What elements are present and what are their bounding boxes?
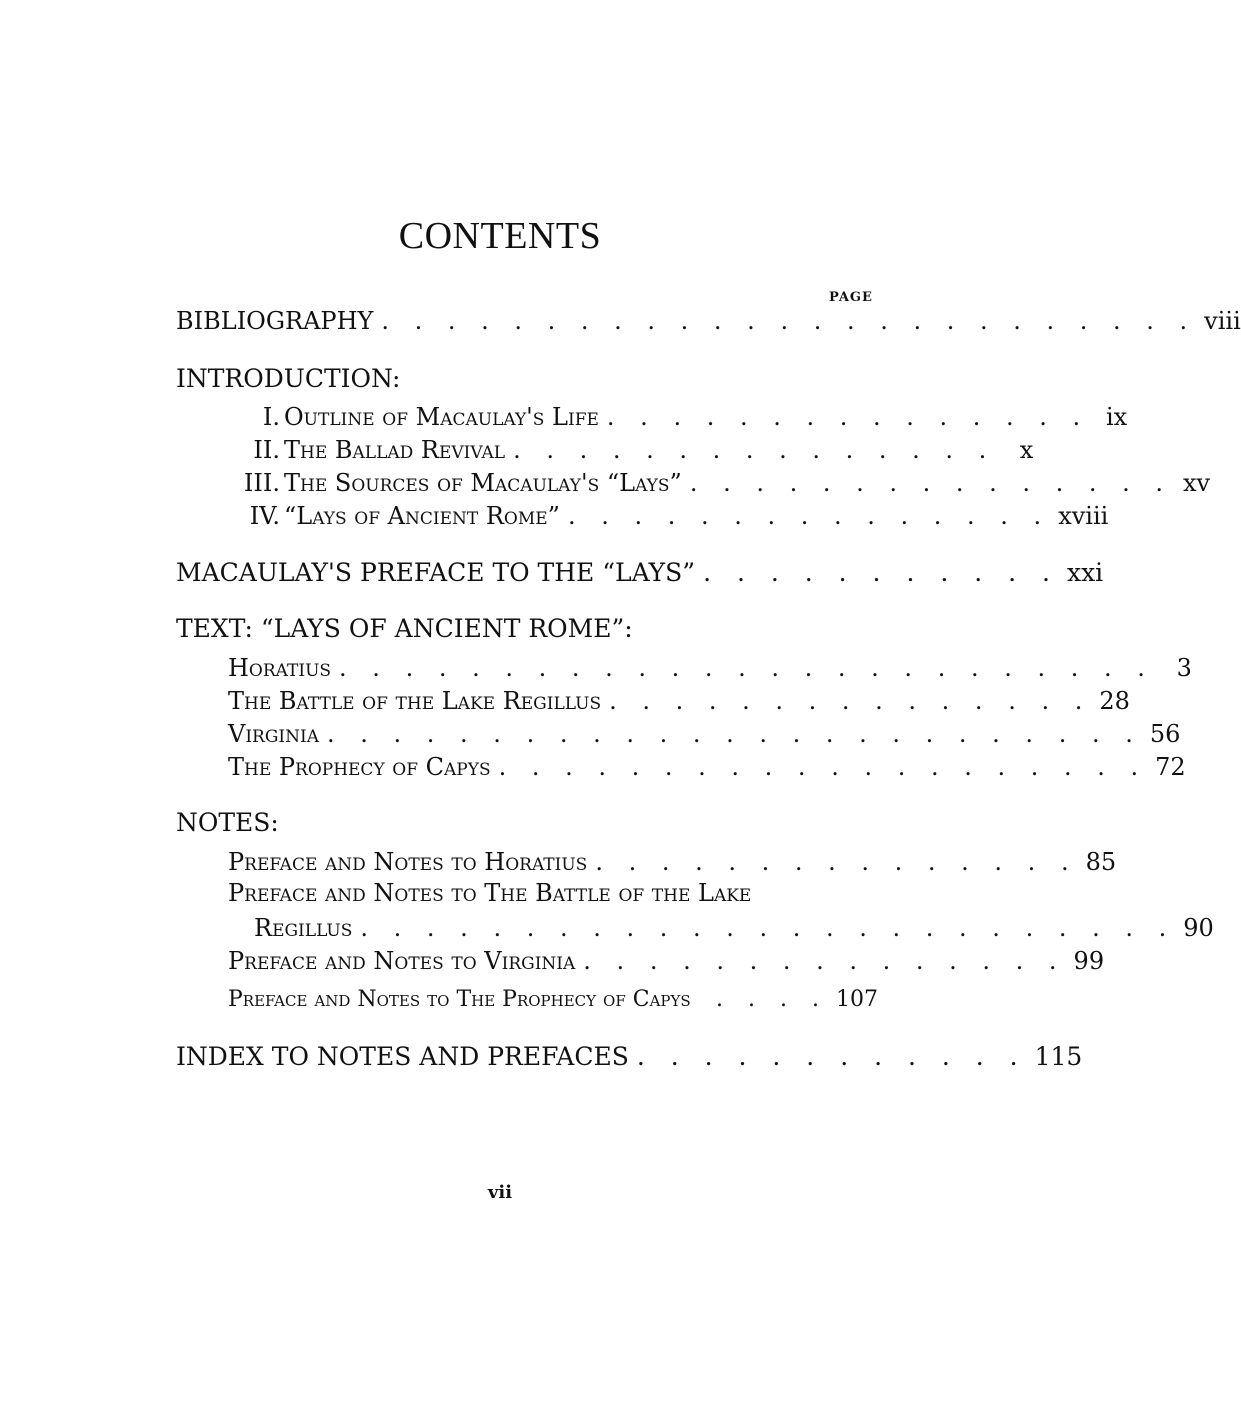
toc-entry-label: BIBLIOGRAPHY bbox=[176, 307, 374, 335]
leader-dots: . . . . . . . . . . . . . . . bbox=[609, 687, 1092, 715]
toc-entry-battle-lake-regillus[interactable] bbox=[228, 684, 1130, 716]
leader-dots: . . . . . . . . . . . . bbox=[636, 1042, 1027, 1071]
leader-dots: . . . . . . . . . . . . . . . bbox=[513, 436, 996, 464]
toc-entry-label: The Ballad Revival bbox=[284, 436, 506, 464]
leader-dots: . . . . . . . . . . . . . . . bbox=[583, 947, 1066, 975]
toc-entry-page: 90 bbox=[1183, 914, 1214, 942]
section-heading-label: INTRODUCTION: bbox=[176, 364, 401, 393]
toc-entry-virginia[interactable] bbox=[228, 717, 1181, 749]
toc-entry-label-line2: Regillus bbox=[254, 914, 353, 942]
toc-entry-label-line1: Preface and Notes to The Battle of the Lake bbox=[228, 879, 752, 907]
toc-entry-page: 85 bbox=[1085, 848, 1117, 876]
toc-entry-page: 99 bbox=[1073, 947, 1105, 975]
toc-entry-page: xv bbox=[1182, 469, 1211, 497]
toc-entry-intro-4[interactable] bbox=[228, 499, 1109, 531]
toc-entry-label: MACAULAY'S PREFACE TO THE “LAYS” bbox=[176, 558, 696, 587]
leader-dots: . . . . . . . . . . . . . . . . . . . . bbox=[498, 753, 1148, 781]
toc-entry-notes-prophecy-capys[interactable] bbox=[228, 983, 878, 1015]
toc-entry-label: Outline of Macaulay's Life bbox=[284, 403, 599, 431]
toc-entry-page: 115 bbox=[1034, 1042, 1083, 1071]
toc-entry-prophecy-capys[interactable] bbox=[228, 750, 1186, 782]
toc-entry-label: INDEX TO NOTES AND PREFACES bbox=[176, 1042, 629, 1071]
roman-numeral: IV. bbox=[249, 502, 280, 530]
toc-entry-label: “Lays of Ancient Rome” bbox=[284, 502, 560, 530]
page-title: CONTENTS bbox=[398, 215, 602, 257]
section-heading-label: TEXT: “LAYS OF ANCIENT ROME”: bbox=[176, 614, 633, 643]
roman-numeral: III. bbox=[243, 469, 280, 497]
section-heading-text bbox=[176, 612, 878, 644]
toc-entry-page: ix bbox=[1105, 403, 1128, 431]
toc-entry-page: xxi bbox=[1066, 558, 1104, 587]
toc-entry-bibliography[interactable] bbox=[176, 304, 1241, 336]
toc-entry-label: Horatius bbox=[228, 654, 332, 682]
toc-entry-label: The Battle of the Lake Regillus bbox=[228, 687, 602, 715]
leader-dots: . . . . bbox=[716, 987, 828, 1012]
toc-entry-intro-3[interactable] bbox=[228, 466, 1211, 498]
toc-entry-page: 56 bbox=[1149, 720, 1181, 748]
toc-entry-notes-horatius[interactable] bbox=[228, 845, 1117, 877]
leader-dots: . . . . . . . . . . . . . . . bbox=[595, 848, 1078, 876]
toc-entry-notes-virginia[interactable] bbox=[228, 944, 1105, 976]
leader-dots: . . . . . . . . . . . . . . . . . . . . . . . . . bbox=[339, 654, 1154, 682]
toc-entry-index[interactable] bbox=[176, 1040, 1083, 1072]
toc-entry-notes-battle-lake-regillus[interactable] bbox=[228, 911, 1214, 943]
toc-entry-intro-2[interactable] bbox=[228, 433, 1034, 465]
toc-entry-label: Virginia bbox=[228, 720, 320, 748]
section-heading-notes bbox=[176, 806, 878, 838]
leader-dots: . . . . . . . . . . . . . . . bbox=[689, 469, 1173, 497]
toc-entry-horatius[interactable] bbox=[228, 651, 1192, 683]
leader-dots: . . . . . . . . . . . bbox=[703, 558, 1059, 587]
toc-entry-preface[interactable] bbox=[176, 556, 1104, 588]
toc-entry-label: The Prophecy of Capys bbox=[228, 753, 491, 781]
toc-entry-label: Preface and Notes to Virginia bbox=[228, 947, 576, 975]
roman-numeral: I. bbox=[262, 403, 280, 431]
section-heading-introduction bbox=[176, 362, 878, 394]
leader-dots: . . . . . . . . . . . . . . . . . . . . . . . . . bbox=[381, 307, 1197, 335]
toc-entry-page: 72 bbox=[1155, 753, 1186, 781]
page-number: vii bbox=[487, 1182, 513, 1203]
toc-entry-page: xviii bbox=[1058, 502, 1109, 530]
toc-entry-page: 28 bbox=[1099, 687, 1130, 715]
leader-dots: . . . . . . . . . . . . . . . bbox=[606, 403, 1090, 431]
leader-dots: . . . . . . . . . . . . . . . . . . . . . . . . . bbox=[360, 914, 1176, 942]
toc-entry-label: The Sources of Macaulay's “Lays” bbox=[284, 469, 682, 497]
section-heading-label: NOTES: bbox=[176, 808, 279, 837]
toc-entry-page: 3 bbox=[1176, 654, 1192, 682]
roman-numeral: II. bbox=[253, 436, 280, 464]
leader-dots: . . . . . . . . . . . . . . . . . . . . . . . . . bbox=[327, 720, 1142, 748]
toc-entry-label: Preface and Notes to The Prophecy of Capys bbox=[228, 987, 691, 1012]
leader-dots: . . . . . . . . . . . . . . . bbox=[567, 502, 1051, 530]
toc-entry-page: viii bbox=[1204, 307, 1241, 335]
page-column-label: PAGE bbox=[829, 290, 873, 305]
toc-entry-page: 107 bbox=[836, 987, 878, 1012]
toc-entry-label: Preface and Notes to Horatius bbox=[228, 848, 588, 876]
toc-entry-page: x bbox=[1019, 436, 1034, 464]
toc-entry-intro-1[interactable] bbox=[228, 400, 1128, 432]
